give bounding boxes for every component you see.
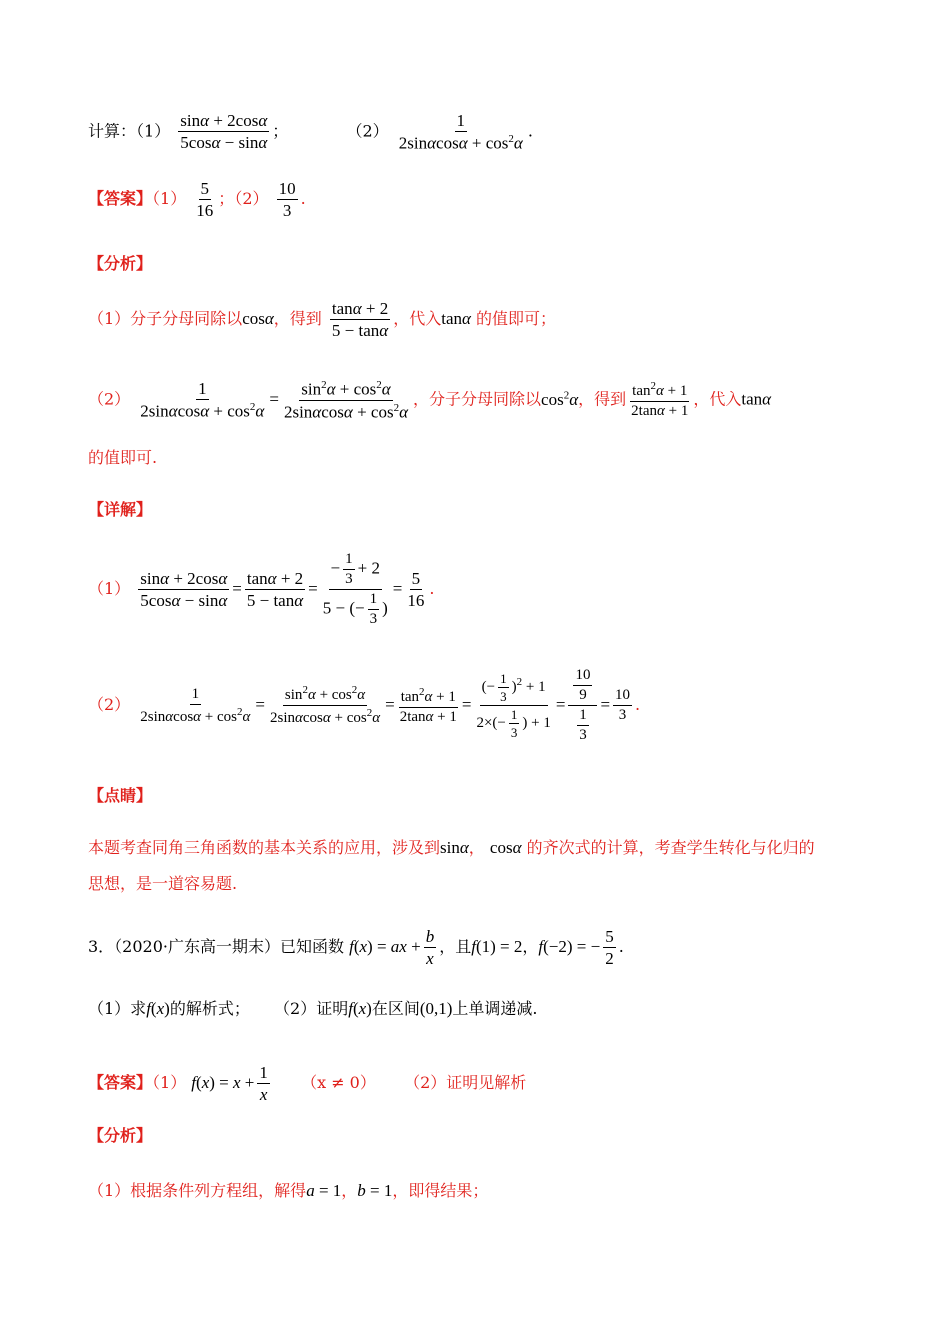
analysis-text: ，即得结果；: [392, 1181, 489, 1200]
fraction-expression: $\frac{\sin^2\alpha + \cos^2\alpha}{2\sin\alpha\cos\alpha + \cos^2\alpha}$: [283, 379, 409, 422]
part-label: （2）: [234, 189, 269, 208]
analysis-tag: 【分析】: [88, 254, 153, 273]
fraction-expression: $\frac{5}{16}$: [407, 569, 425, 610]
fraction-expression: $\frac{\tan\alpha + 2}{5 - \tan\alpha}$: [331, 299, 389, 340]
question-text: 在区间: [371, 999, 420, 1018]
fraction-expression: $\frac{\tan^2\alpha + 1}{2\tan\alpha + 1}$: [399, 685, 457, 725]
comment-tag: 【点睛】: [88, 786, 153, 805]
detail-tag: 【详解】: [88, 500, 153, 519]
problem-prompt: [88, 112, 870, 152]
period: .: [300, 189, 306, 208]
answer-line: [88, 180, 870, 219]
analysis-line-2: （2） $\frac{1}{2\sin\alpha\cos\alpha + \cos^2\alpha}$ = $\frac{\sin^2\alpha + \cos^2\alpha}{2\sin\alpha\cos\alpha + \cos^2\alpha}$ ，分子分母同除以$\cos^2\alpha$，得到 $\frac{\tan^2\alpha + 1}{2\tan\alpha + 1}$ ，代入tanα: [88, 379, 772, 422]
question-text: （2）证明: [274, 999, 349, 1018]
answer-tag: 【答案】: [88, 1073, 153, 1092]
period: .: [527, 121, 533, 141]
period: .: [635, 695, 641, 714]
detail-line-1: （1） $\frac{\sin\alpha + 2\cos\alpha}{5\cos\alpha - \sin\alpha}$ = $\frac{\tan\alpha + 2}{5 - \tan\alpha}$ = − $\frac{1}{3}$ + 2 5 − (− $\frac{1}{3}$ ) = $\frac{5}{16}$ .: [88, 551, 435, 627]
analysis-text: ，得到: [273, 309, 322, 328]
analysis-3-tag: 【分析】: [88, 1126, 153, 1145]
separator: ，: [341, 1181, 358, 1200]
fraction-expression: $\frac{b}{x}$: [425, 927, 435, 968]
question-text: （1）求: [88, 999, 147, 1018]
question-3-subparts: （1）求f(x)的解析式； （2）证明f(x)在区间(0,1)上单调递减.: [88, 999, 538, 1018]
question-3-header: 3．（2020·广东高一期末）已知函数 f(x) = ax + $\frac{b}{x}$ ，且f(1) = 2，f(−2) = − $\frac{5}{2}$ .: [88, 927, 624, 968]
fraction-expression: − $\frac{1}{3}$ + 2 5 − (− $\frac{1}{3}$ ): [322, 551, 388, 627]
fraction-expression: $\frac{\sin\alpha + 2\cos\alpha}{5\cos\alpha - \sin\alpha}$: [180, 111, 268, 153]
answer-tag: 【答案】: [88, 189, 153, 208]
fraction-expression: $\frac{1}{2\sin\alpha\cos\alpha + \cos^2\alpha}$: [398, 111, 523, 153]
analysis-3-line-1: （1）根据条件列方程组，解得a = 1，b = 1，即得结果；: [88, 1181, 489, 1200]
fraction-expression: $\frac{\tan^2\alpha + 1}{2\tan\alpha + 1}$: [631, 380, 689, 420]
detail-line-2: （2） $\frac{1}{2\sin\alpha\cos\alpha + \cos^2\alpha}$ = $\frac{\sin^2\alpha + \cos^2\alpha}{2\sin\alpha\cos\alpha + \cos^2\alpha}$ = $\frac{\tan^2\alpha + 1}{2\tan\alpha + 1}$ = (− $\frac{1}{3}$ )$^2$ + 1 2×(− $\frac{1}{3}$ ) + 1 = $\frac{\frac{10}{9}}{\frac{1}{3}}$ = $\frac{10}{3}$ .: [88, 667, 641, 743]
fraction-expression: $\frac{10}{3}$: [615, 687, 631, 723]
question-text: ，且: [439, 937, 472, 956]
analysis-text: （1）分子分母同除以: [88, 309, 243, 328]
comment-text: ，: [468, 838, 485, 857]
analysis-text: 的值即可；: [476, 309, 557, 328]
period: .: [429, 579, 435, 598]
fraction-expression: $\frac{\sin^2\alpha + \cos^2\alpha}{2\sin\alpha\cos\alpha + \cos^2\alpha}$: [269, 684, 381, 726]
answer-text: （2）证明见解析: [404, 1073, 527, 1092]
part-label: （1）: [88, 579, 131, 598]
question-text: 3．（2020·广东高一期末）已知函数: [88, 937, 344, 956]
fraction-expression: $\frac{\tan\alpha + 2}{5 - \tan\alpha}$: [246, 569, 304, 610]
fraction-expression: $\frac{1}{2\sin\alpha\cos\alpha + \cos^2\alpha}$: [140, 685, 251, 725]
fraction-expression: $\frac{\sin\alpha + 2\cos\alpha}{5\cos\alpha - \sin\alpha}$: [140, 569, 228, 610]
comment-paragraph: 本题考查同角三角函数的基本关系的应用，涉及到sinα， cosα 的齐次式的计算，考查学生转化与化归的 思想，是一道容易题.: [88, 838, 815, 893]
analysis-text: （1）根据条件列方程组，解得: [88, 1181, 307, 1200]
analysis-line-1: （1）分子分母同除以cosα，得到 $\frac{\tan\alpha + 2}{5 - \tan\alpha}$ ，代入tanα 的值即可；: [88, 299, 557, 340]
fraction-expression: $\frac{\frac{10}{9}}{\frac{1}{3}}$: [568, 668, 597, 743]
question-text: 的解析式；: [169, 999, 250, 1018]
answer-fraction: $\frac{5}{16}$: [196, 179, 214, 220]
fraction-expression: $\frac{1}{x}$: [259, 1063, 268, 1104]
period: .: [618, 937, 624, 956]
separator: ；: [218, 189, 235, 208]
analysis-text: ，代入: [393, 309, 442, 328]
separator: ；: [272, 121, 289, 141]
fraction-expression: $\frac{1}{2\sin\alpha\cos\alpha + \cos^2\alpha}$: [140, 379, 265, 421]
comment-text: 本题考查同角三角函数的基本关系的应用，涉及到: [88, 838, 441, 857]
analysis-line-3: 的值即可.: [88, 448, 158, 467]
analysis-text: ，得到: [578, 389, 627, 409]
part-label: （1）: [152, 1073, 187, 1092]
part-label: （1）: [136, 121, 171, 141]
separator: ，: [522, 937, 539, 956]
analysis-text: ，分子分母同除以: [413, 389, 542, 409]
question-text: 上单调递减.: [452, 999, 538, 1018]
part-label: （1）: [152, 189, 187, 208]
answer-fraction: $\frac{10}{3}$: [278, 179, 296, 220]
comment-text: 的齐次式的计算，考查学生转化与化归的: [526, 838, 815, 857]
domain-condition: （x ≠ 0）: [301, 1073, 376, 1092]
part-label: （2）: [88, 389, 131, 409]
analysis-text: ，代入: [693, 389, 742, 409]
answer-3-line: 【答案】（1） f(x) = x + $\frac{1}{x}$ （x ≠ 0） （2）证明见解析: [88, 1063, 527, 1104]
prompt-label: 计算：: [88, 121, 137, 141]
part-label: （2）: [346, 121, 389, 141]
part-label: （2）: [88, 695, 131, 714]
comment-text: 思想，是一道容易题.: [88, 874, 238, 893]
fraction-expression: $\frac{5}{2}$: [605, 927, 614, 968]
fraction-expression: (− $\frac{1}{3}$ )$^2$ + 1 2×(− $\frac{1}{3}$ ) + 1: [476, 671, 551, 740]
